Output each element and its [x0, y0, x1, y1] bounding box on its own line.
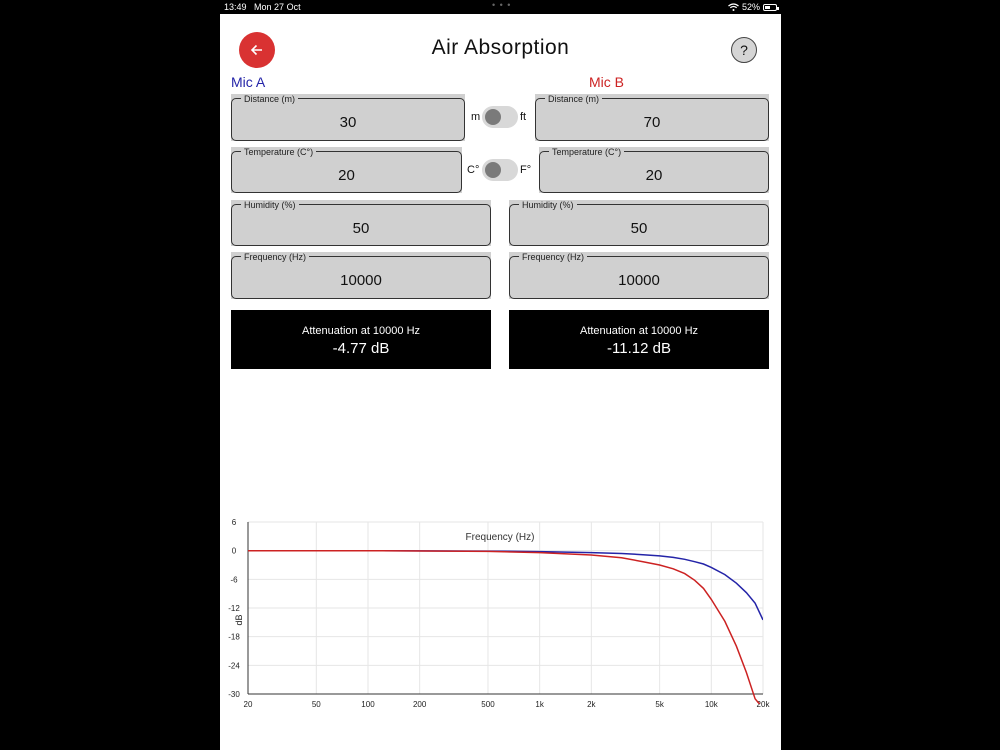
mic-a-label: Mic A — [231, 74, 266, 90]
mic-b-temperature-field[interactable] — [539, 147, 769, 193]
x-tick-label: 10k — [704, 700, 718, 709]
field-label: Distance (m) — [241, 94, 298, 104]
temperature-unit-toggle[interactable] — [482, 159, 518, 181]
field-label: Temperature (C°) — [241, 147, 316, 157]
x-tick-label: 500 — [481, 700, 495, 709]
help-button[interactable]: ? — [731, 37, 757, 63]
unit-f-label: F° — [520, 164, 532, 176]
field-value[interactable]: 20 — [645, 166, 663, 184]
page-title: Air Absorption — [431, 36, 570, 59]
mic-a-distance-field[interactable] — [231, 94, 465, 141]
status-right — [728, 2, 777, 12]
mic-a-frequency-field[interactable] — [231, 252, 491, 299]
field-value[interactable]: 30 — [339, 114, 357, 131]
unit-ft-label: ft — [520, 111, 527, 123]
y-axis-label: dB — [234, 614, 244, 626]
attenuation-chart — [220, 510, 781, 730]
field-label: Humidity (%) — [519, 200, 577, 210]
x-tick-label: 50 — [311, 700, 321, 709]
x-tick-label: 100 — [361, 700, 375, 709]
battery-percent: 52% — [741, 2, 760, 12]
y-tick-label: 6 — [231, 518, 237, 527]
toggle-knob — [485, 109, 501, 125]
x-tick-label: 20 — [243, 700, 253, 709]
x-tick-label: 5k — [655, 700, 664, 709]
result-value: -11.12 dB — [607, 340, 671, 357]
toggle-knob — [485, 162, 501, 178]
field-value[interactable]: 10000 — [340, 272, 382, 289]
field-value[interactable]: 50 — [630, 219, 648, 237]
mic-b-label: Mic B — [589, 74, 624, 90]
status-bar — [220, 0, 781, 14]
wifi-icon — [728, 3, 739, 11]
mic-b-frequency-field[interactable] — [509, 252, 769, 299]
app-screen — [220, 14, 781, 750]
x-tick-label: 200 — [412, 700, 427, 709]
result-caption: Attenuation at 10000 Hz — [579, 325, 699, 337]
field-label: Humidity (%) — [241, 200, 299, 210]
y-tick-label: -18 — [228, 632, 240, 642]
field-value[interactable]: 20 — [338, 166, 355, 184]
y-tick-label: -12 — [228, 604, 240, 613]
y-tick-label: 0 — [231, 546, 237, 556]
x-tick-label: 20k — [756, 700, 770, 709]
field-value[interactable]: 10000 — [618, 272, 660, 289]
result-value: -4.77 dB — [332, 340, 390, 357]
distance-unit-toggle[interactable] — [482, 106, 518, 128]
field-label: Temperature (C°) — [549, 147, 624, 157]
mic-b-humidity-field[interactable] — [509, 200, 769, 246]
y-tick-label: -30 — [228, 690, 240, 699]
mic-b-attenuation-result — [509, 310, 769, 369]
series-line-1 — [248, 551, 763, 620]
unit-c-label: C° — [467, 164, 480, 176]
field-value[interactable]: 70 — [643, 114, 661, 131]
unit-m-label: m — [471, 111, 481, 123]
y-tick-label: -6 — [230, 575, 238, 585]
result-caption: Attenuation at 10000 Hz — [301, 325, 421, 337]
x-tick-label: 2k — [587, 700, 596, 709]
y-tick-label: -24 — [228, 661, 240, 671]
multitasking-dots[interactable]: • • • — [492, 0, 512, 10]
field-label: Frequency (Hz) — [519, 252, 587, 262]
chart-title: Frequency (Hz) — [465, 532, 535, 543]
mic-b-distance-field[interactable] — [535, 94, 769, 141]
mic-a-humidity-field[interactable] — [231, 200, 491, 246]
x-tick-label: 1k — [535, 700, 544, 709]
field-label: Distance (m) — [545, 94, 602, 104]
mic-a-temperature-field[interactable] — [231, 147, 462, 193]
field-value[interactable]: 50 — [352, 219, 370, 237]
mic-a-attenuation-result — [231, 310, 491, 369]
status-time: 13:49 Mon 27 Oct — [224, 2, 301, 12]
field-label: Frequency (Hz) — [241, 252, 309, 262]
battery-icon — [763, 4, 777, 11]
series-line-2 — [248, 551, 761, 706]
